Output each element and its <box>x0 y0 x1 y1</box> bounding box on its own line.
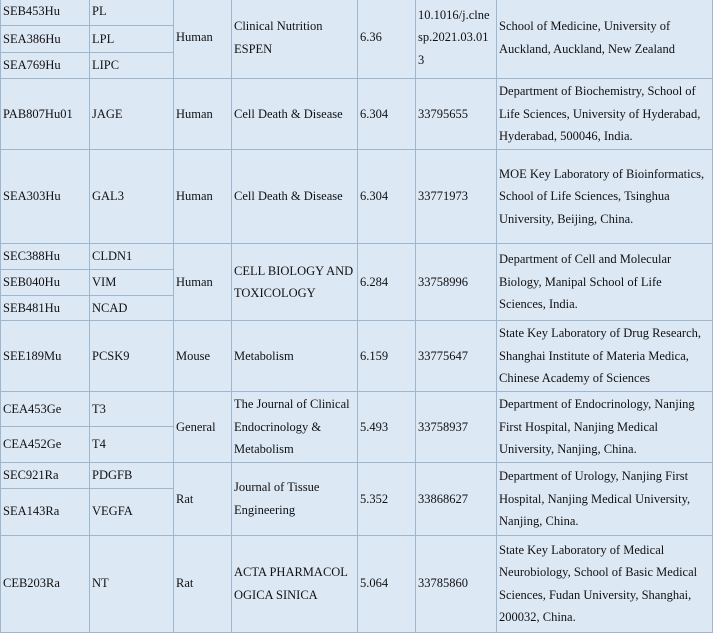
impact-factor-cell: 6.159 <box>358 321 416 392</box>
impact-factor-cell: 5.352 <box>358 463 416 536</box>
gene-cell: CLDN1 <box>90 244 174 270</box>
product-code-cell: SEB040Hu <box>1 269 90 295</box>
impact-factor-cell: 6.284 <box>358 244 416 321</box>
journal-cell: Clinical Nutrition ESPEN <box>232 0 358 79</box>
species-cell: Rat <box>174 463 232 536</box>
gene-cell: GAL3 <box>90 150 174 244</box>
doi-pmid-cell: 33771973 <box>416 150 497 244</box>
gene-cell: T3 <box>90 392 174 427</box>
gene-cell: NT <box>90 535 174 632</box>
product-code-cell: CEA452Ge <box>1 427 90 463</box>
journal-cell: Cell Death & Disease <box>232 79 358 150</box>
journal-cell: ACTA PHARMACOLOGICA SINICA <box>232 535 358 632</box>
impact-factor-cell: 5.064 <box>358 535 416 632</box>
table-row <box>1 321 713 392</box>
species-cell: General <box>174 392 232 463</box>
species-cell: Human <box>174 0 232 79</box>
gene-cell: LPL <box>90 26 174 53</box>
product-code-cell: CEB203Ra <box>1 535 90 632</box>
gene-cell: VEGFA <box>90 488 174 535</box>
table-row <box>1 0 713 26</box>
doi-pmid-cell: 33785860 <box>416 535 497 632</box>
doi-pmid-cell: 33795655 <box>416 79 497 150</box>
product-code-cell: SEA386Hu <box>1 26 90 53</box>
species-cell: Mouse <box>174 321 232 392</box>
product-code-cell: SEC921Ra <box>1 463 90 489</box>
affiliation-cell: Department of Urology, Nanjing First Hospital, Nanjing Medical University, Nanjing, China. <box>497 463 713 536</box>
product-code-cell: CEA453Ge <box>1 392 90 427</box>
gene-cell: PDGFB <box>90 463 174 489</box>
gene-cell: PL <box>90 0 174 26</box>
affiliation-cell: Department of Cell and Molecular Biology, Manipal School of Life Sciences, India. <box>497 244 713 321</box>
gene-cell: NCAD <box>90 295 174 321</box>
impact-factor-cell: 6.304 <box>358 79 416 150</box>
journal-cell: Metabolism <box>232 321 358 392</box>
product-code-cell: SEA303Hu <box>1 150 90 244</box>
impact-factor-cell: 6.304 <box>358 150 416 244</box>
table-row <box>1 535 713 632</box>
product-code-cell: SEB481Hu <box>1 295 90 321</box>
impact-factor-cell: 5.493 <box>358 392 416 463</box>
table-row <box>1 463 713 489</box>
affiliation-cell: State Key Laboratory of Drug Research, Shanghai Institute of Materia Medica, Chinese Academy of Sciences <box>497 321 713 392</box>
doi-pmid-cell: 33758996 <box>416 244 497 321</box>
species-cell: Rat <box>174 535 232 632</box>
journal-cell: CELL BIOLOGY AND TOXICOLOGY <box>232 244 358 321</box>
gene-cell: LIPC <box>90 53 174 79</box>
impact-factor-cell: 6.36 <box>358 0 416 79</box>
journal-cell: Journal of Tissue Engineering <box>232 463 358 536</box>
species-cell: Human <box>174 150 232 244</box>
product-code-cell: SEA769Hu <box>1 53 90 79</box>
product-code-cell: SEC388Hu <box>1 244 90 270</box>
product-code-cell: SEA143Ra <box>1 488 90 535</box>
gene-cell: PCSK9 <box>90 321 174 392</box>
journal-cell: Cell Death & Disease <box>232 150 358 244</box>
affiliation-cell: Department of Biochemistry, School of Life Sciences, University of Hyderabad, Hyderabad, 500046, India. <box>497 79 713 150</box>
product-code-cell: SEE189Mu <box>1 321 90 392</box>
affiliation-cell: Department of Endocrinology, Nanjing First Hospital, Nanjing Medical University, Nanjing, China. <box>497 392 713 463</box>
table-row <box>1 244 713 270</box>
affiliation-cell: School of Medicine, University of Auckland, Auckland, New Zealand <box>497 0 713 79</box>
affiliation-cell: MOE Key Laboratory of Bioinformatics, School of Life Sciences, Tsinghua University, Beijing, China. <box>497 150 713 244</box>
table-row <box>1 79 713 150</box>
affiliation-cell: State Key Laboratory of Medical Neurobiology, School of Basic Medical Sciences, Fudan University, Shanghai, 200032, China. <box>497 535 713 632</box>
table-body <box>1 0 713 632</box>
table-row <box>1 150 713 244</box>
gene-cell: T4 <box>90 427 174 463</box>
species-cell: Human <box>174 79 232 150</box>
journal-cell: The Journal of Clinical Endocrinology & Metabolism <box>232 392 358 463</box>
gene-cell: VIM <box>90 269 174 295</box>
table-row <box>1 392 713 427</box>
doi-pmid-cell: 10.1016/j.clnesp.2021.03.013 <box>416 0 497 79</box>
doi-pmid-cell: 33775647 <box>416 321 497 392</box>
doi-pmid-cell: 33758937 <box>416 392 497 463</box>
product-code-cell: SEB453Hu <box>1 0 90 26</box>
gene-cell: JAGE <box>90 79 174 150</box>
product-code-cell: PAB807Hu01 <box>1 79 90 150</box>
species-cell: Human <box>174 244 232 321</box>
doi-pmid-cell: 33868627 <box>416 463 497 536</box>
